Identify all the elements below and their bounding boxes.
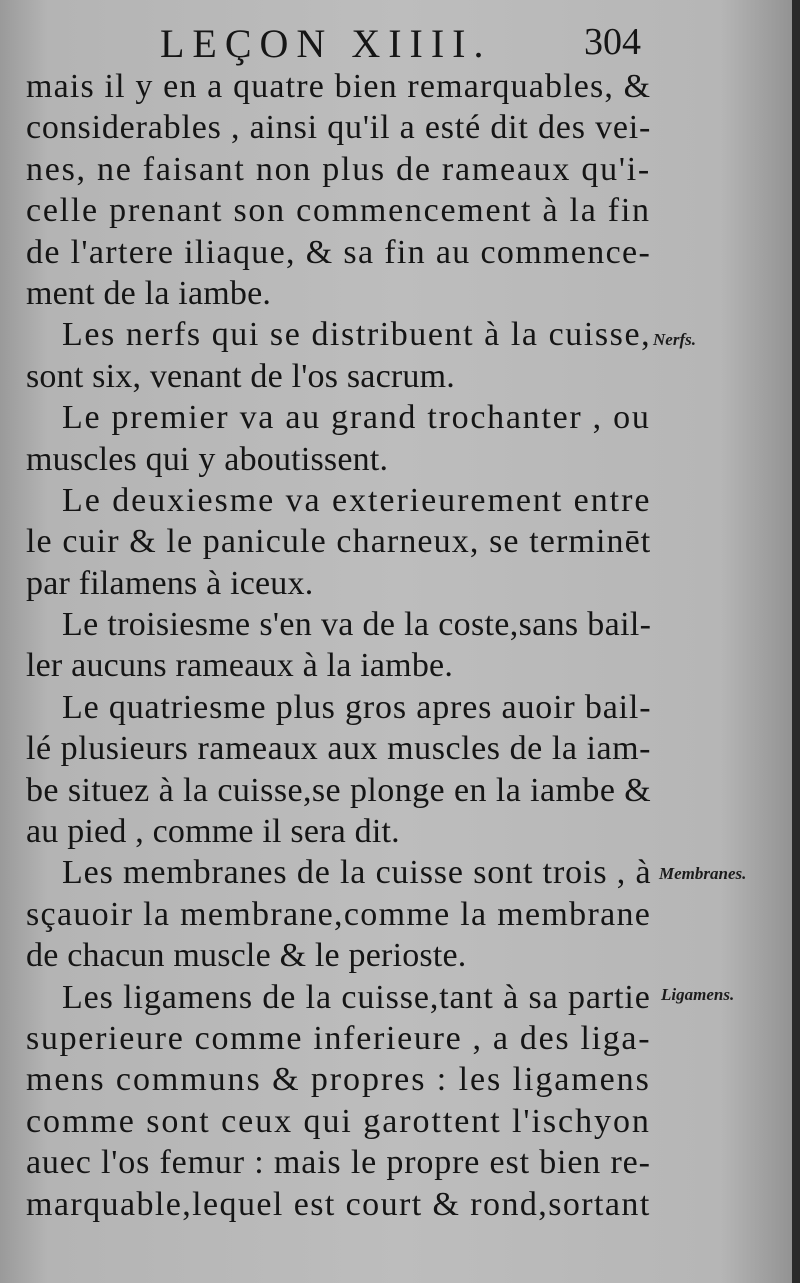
- text-line: de l'artere iliaque, & sa fin au commence-: [26, 233, 652, 271]
- text-line: lé plusieurs rameaux aux muscles de la iam-: [26, 730, 652, 768]
- text-line: Le quatriesme plus gros apres auoir bail-: [62, 688, 652, 726]
- text-line: sçauoir la membrane,comme la membrane: [26, 895, 652, 933]
- text-line: be situez à la cuisse,se plonge en la iambe &: [26, 771, 652, 809]
- text-line: le cuir & le panicule charneux, se terminēt: [26, 523, 652, 561]
- text-line: de chacun muscle & le perioste.: [26, 937, 467, 975]
- text-line: Les membranes de la cuisse sont trois , à: [62, 854, 652, 892]
- text-line: Le premier va au grand trochanter , ou: [62, 399, 651, 437]
- text-line: celle prenant son commencement à la fin: [26, 192, 651, 230]
- margin-note-nerfs: Nerfs.: [653, 330, 696, 349]
- text-line: muscles qui y aboutissent.: [26, 440, 389, 478]
- page-number: 304: [584, 21, 641, 63]
- text-line: comme sont ceux qui garottent l'ischyon: [26, 1102, 651, 1140]
- text-line: nes, ne faisant non plus de rameaux qu'i-: [26, 150, 651, 188]
- text-line: mens communs & propres : les ligamens: [26, 1061, 651, 1099]
- text-line: au pied , comme il sera dit.: [26, 813, 400, 851]
- text-line: marquable,lequel est court & rond,sortant: [26, 1185, 651, 1223]
- page-spine-edge: [792, 0, 800, 1283]
- text-line: sont six, venant de l'os sacrum.: [26, 357, 455, 395]
- text-line: auec l'os femur : mais le propre est bien re-: [26, 1144, 651, 1182]
- body-text: [26, 66, 651, 1225]
- text-line: Le deuxiesme va exterieurement entre: [62, 481, 652, 519]
- running-title: LEÇON XIIII.: [160, 21, 492, 66]
- text-line: par filamens à iceux.: [26, 564, 314, 602]
- text-line: mais il y en a quatre bien remarquables, &: [26, 68, 652, 105]
- margin-note-membranes: Membranes.: [659, 864, 747, 883]
- text-line: Les ligamens de la cuisse,tant à sa partie: [62, 978, 651, 1016]
- text-line: ler aucuns rameaux à la iambe.: [26, 647, 454, 685]
- margin-note-ligamens: Ligamens.: [661, 985, 735, 1004]
- text-line: ment de la iambe.: [26, 274, 272, 312]
- text-line: Les nerfs qui se distribuent à la cuisse,: [62, 316, 652, 354]
- text-line: considerables , ainsi qu'il a esté dit des vei-: [26, 109, 652, 147]
- text-line: superieure comme inferieure , a des liga-: [26, 1019, 652, 1057]
- text-line: Le troisiesme s'en va de la coste,sans bail-: [62, 606, 652, 644]
- page-header: [0, 14, 800, 64]
